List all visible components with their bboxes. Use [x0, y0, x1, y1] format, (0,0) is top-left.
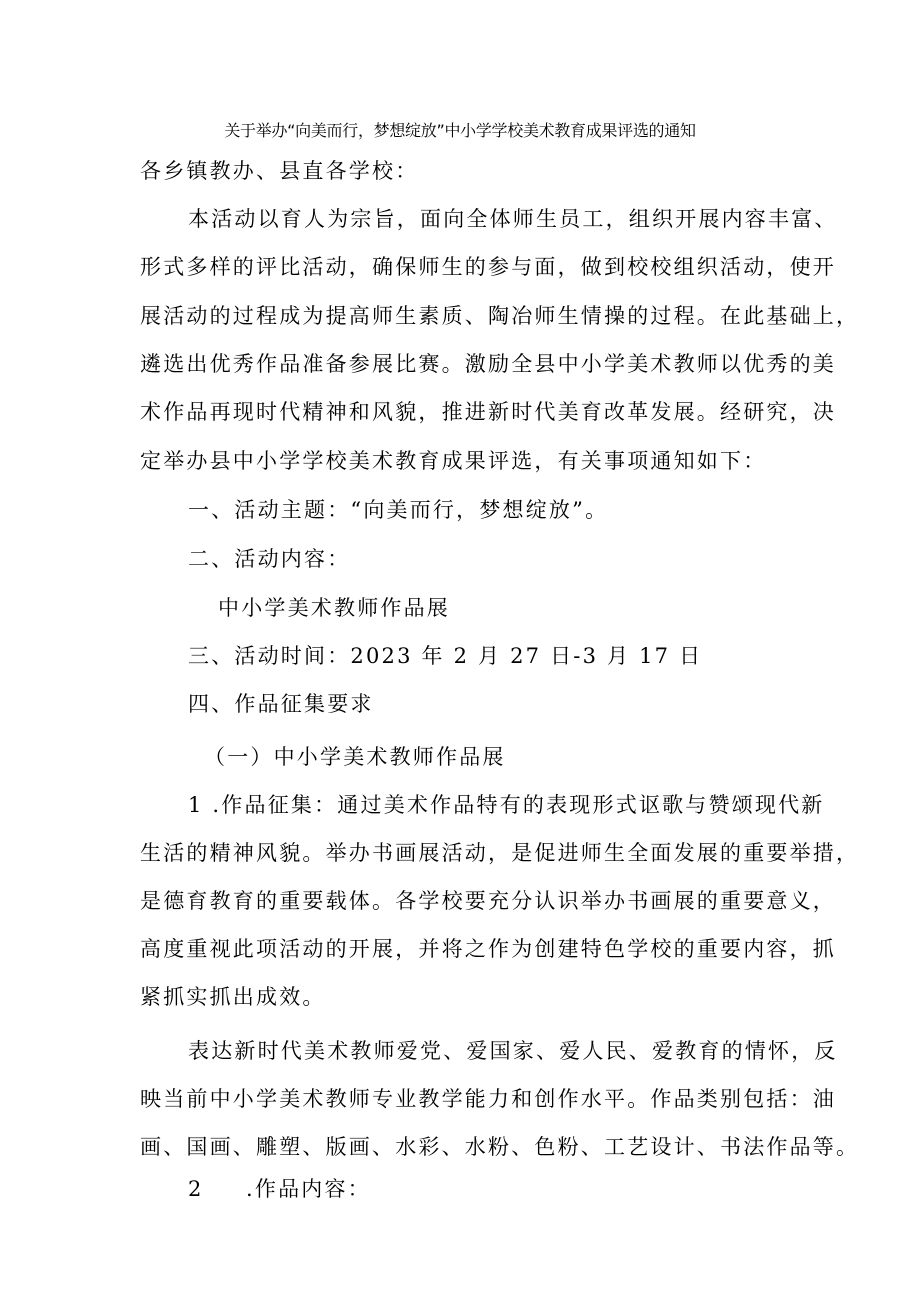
intro-line: 展活动的过程成为提高师生素质、陶冶师生情操的过程。在此基础上， [140, 304, 860, 328]
document-title: 关于举办“向美而行，梦想绽放”中小学学校美术教育成果评选的通知 [224, 121, 696, 140]
paragraph-line: 画、国画、雕塑、版画、水彩、水粉、色粉、工艺设计、书法作品等。 [140, 1135, 860, 1159]
paragraph-line: 生活的精神风貌。举办书画展活动，是促进师生全面发展的重要举措， [140, 841, 860, 865]
subsection-heading: （一）中小学美术教师作品展 [204, 745, 506, 769]
paragraph-line: 是德育教育的重要载体。各学校要充分认识举办书画展的重要意义， [140, 889, 836, 913]
intro-line: 本活动以育人为宗旨，面向全体师生员工，组织开展内容丰富、 [188, 207, 838, 231]
paragraph-line: 高度重视此项活动的开展，并将之作为创建特色学校的重要内容，抓 [140, 937, 836, 961]
intro-line: 术作品再现时代精神和风貌，推进新时代美育改革发展。经研究，决 [140, 400, 836, 424]
section-heading-requirements: 四、作品征集要求 [188, 692, 374, 716]
intro-line: 形式多样的评比活动，确保师生的参与面，做到校校组织活动，使开 [140, 255, 836, 279]
section-heading-theme: 一、活动主题：“向美而行，梦想绽放”。 [188, 498, 609, 522]
intro-line: 定举办县中小学学校美术教育成果评选，有关事项通知如下： [140, 449, 767, 473]
paragraph-line: 紧抓实抓出成效。 [140, 985, 326, 1009]
paragraph-line: 1 .作品征集：通过美术作品特有的表现形式讴歌与赞颂现代新 [188, 793, 825, 817]
section-heading-content: 二、活动内容： [188, 547, 351, 571]
paragraph-heading: .作品内容： [246, 1177, 371, 1201]
section-content-item: 中小学美术教师作品展 [218, 596, 450, 620]
paragraph-line: 表达新时代美术教师爱党、爱国家、爱人民、爱教育的情怀，反 [188, 1039, 838, 1063]
intro-line: 遴选出优秀作品准备参展比赛。激励全县中小学美术教师以优秀的美 [140, 352, 836, 376]
salutation: 各乡镇教办、县直各学校： [140, 159, 419, 183]
section-heading-time: 三、活动时间：2023 年 2 月 27 日-3 月 17 日 [188, 644, 703, 668]
paragraph-line: 映当前中小学美术教师专业教学能力和创作水平。作品类别包括：油 [140, 1087, 836, 1111]
paragraph-number: 2 [188, 1177, 204, 1201]
